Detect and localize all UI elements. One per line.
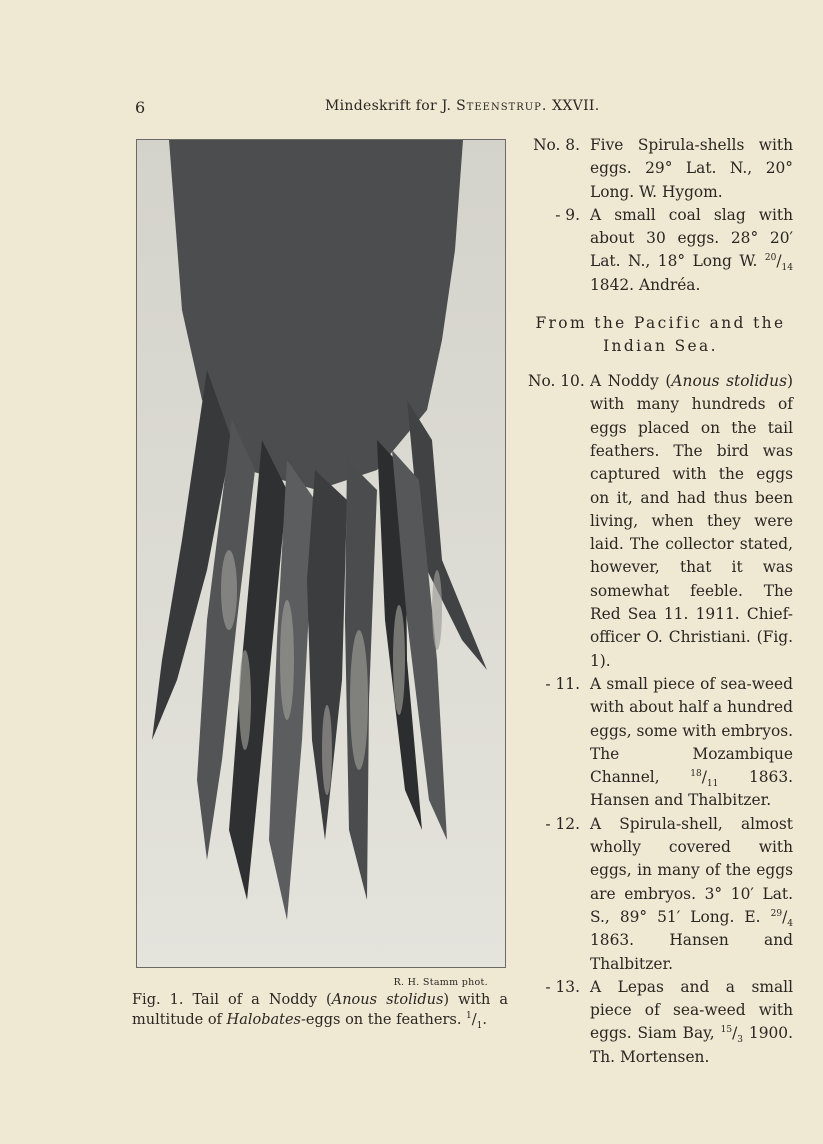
entry-text: A Spirula-shell, almost wholly covered with eggs, in many of the eggs are embryos. 3° 10′ Lat. S., 89° 51′ Long. E. $^{29}/_4$ 1863. Hansen and Thalbitzer. — [590, 814, 793, 973]
entry-number: - 9. — [555, 205, 580, 224]
entry-number: - 13. — [545, 977, 580, 996]
entry-8 — [528, 134, 793, 204]
entry-text: A small coal slag with about 30 eggs. 28° 20′ Lat. N., 18° Long W. $^{20}/_{14}$ 1842. Andréa. — [590, 205, 793, 294]
page-number: 6 — [135, 98, 146, 117]
running-head — [325, 98, 599, 114]
scale-numerator: 1 — [466, 1011, 472, 1022]
section-heading: From the Pacific and the Indian Sea. — [535, 314, 786, 356]
figure-photo — [136, 139, 506, 968]
specimen-list — [528, 134, 793, 1069]
entry-number: No. 10. — [528, 372, 585, 391]
figure-label: Fig. 1. — [132, 992, 184, 1008]
entry-text: A Noddy (Anous stolidus) with many hundreds of eggs placed on the tail feathers. The bird was captured with the eggs on it, and had thus been living, when they were laid. The collector stated, however, that it was somewhat feeble. The Red Sea 11. 1911. Chief-officer O. Christiani. (Fig. 1). — [590, 372, 793, 670]
entry-13 — [528, 976, 793, 1069]
entry-10 — [528, 370, 793, 673]
entry-number: No. 8. — [533, 136, 580, 154]
volume-number: XXVII. — [552, 98, 600, 114]
feather-tail-photo — [137, 140, 505, 967]
entry-12 — [528, 813, 793, 976]
entry-number: - 12. — [545, 814, 580, 833]
entry-11 — [528, 673, 793, 813]
caption-text-2: ) with a multitude of — [132, 992, 509, 1028]
photo-credit: R. H. Stamm phot. — [393, 977, 488, 988]
scale-denominator: 1 — [476, 1020, 483, 1031]
entry-number: - 11. — [545, 674, 580, 693]
journal-name: Steenstrup. — [456, 98, 548, 114]
entry-text: Five Spirula-shells with eggs. 29° Lat. N., 20° Long. W. Hygom. — [590, 136, 793, 201]
caption-end: . — [482, 1012, 488, 1028]
caption-species: Anous stolidus — [331, 992, 444, 1008]
entry-9 — [528, 204, 793, 297]
entry-text: A small piece of sea-weed with about half a hundred eggs, some with embryos. The Mozambique Channel, $^{18}/_{11}$ 1863. Hansen and Thalbitzer. — [590, 674, 794, 810]
journal-prefix: Mindeskrift for J. — [325, 98, 452, 114]
figure-caption: Fig. 1. Tail of a Noddy (Anous stolidus) with a multitude of Halobates-eggs on the feathers. $^1/_1$. — [132, 992, 509, 1031]
caption-genus: Halobates — [226, 1012, 301, 1028]
caption-text-3: -eggs on the feathers. — [300, 1012, 462, 1028]
entry-text: A Lepas and a small piece of sea-weed with eggs. Siam Bay, $^{15}/_3$ 1900. Th. Mortensen. — [590, 977, 793, 1066]
caption-text-1: Tail of a Noddy ( — [192, 992, 332, 1008]
